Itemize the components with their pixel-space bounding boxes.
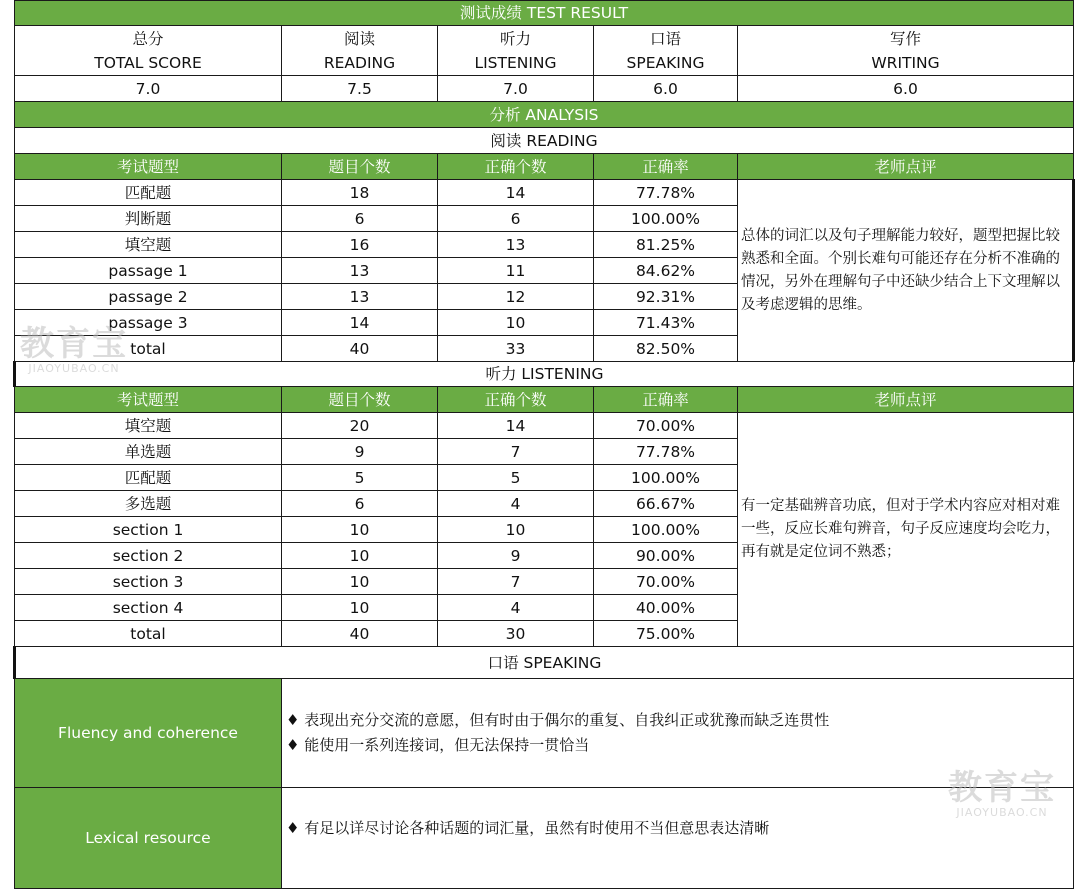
criterion-point: ♦ 表现出充分交流的意愿，但有时由于偶尔的重复、自我纠正或犹豫而缺乏连贯性 (286, 711, 830, 729)
row-rate: 71.43% (594, 310, 738, 336)
row-correct: 4 (438, 491, 594, 517)
row-count: 10 (282, 595, 438, 621)
row-count: 13 (282, 258, 438, 284)
reading-teacher-comment: 总体的词汇以及句子理解能力较好，题型把握比较熟悉和全面。个别长难句可能还存在分析不准确的情况，另外在理解句子中还缺少结合上下文理解以及考虑逻辑的思维。 (738, 180, 1074, 362)
row-type: 多选题 (15, 491, 282, 517)
analysis-title: 分析 ANALYSIS (15, 102, 1074, 128)
row-count: 20 (282, 413, 438, 439)
row-count: 10 (282, 543, 438, 569)
row-type: 单选题 (15, 439, 282, 465)
col-question-type: 考试题型 (15, 387, 282, 413)
writing-header: 写作 WRITING (738, 26, 1074, 76)
row-type: 填空题 (15, 232, 282, 258)
row-rate: 77.78% (594, 180, 738, 206)
listening-columns-row (15, 387, 1074, 413)
row-rate: 100.00% (594, 465, 738, 491)
row-correct: 4 (438, 595, 594, 621)
criterion-point: ♦ 有足以详尽讨论各种话题的词汇量，虽然有时使用不当但意思表达清晰 (286, 819, 770, 837)
row-rate: 40.00% (594, 595, 738, 621)
col-accuracy: 正确率 (594, 387, 738, 413)
col-question-type: 考试题型 (15, 154, 282, 180)
row-rate: 100.00% (594, 206, 738, 232)
row-rate: 84.62% (594, 258, 738, 284)
row-type: 判断题 (15, 206, 282, 232)
row-rate: 81.25% (594, 232, 738, 258)
row-count: 10 (282, 517, 438, 543)
row-correct: 10 (438, 310, 594, 336)
table-row (15, 413, 1074, 439)
row-correct: 7 (438, 569, 594, 595)
criterion-points (282, 788, 1074, 889)
table-row (15, 180, 1074, 206)
listening-section-title: 听力 LISTENING (15, 362, 1074, 387)
row-correct: 11 (438, 258, 594, 284)
col-teacher-comment: 老师点评 (738, 387, 1074, 413)
row-rate: 66.67% (594, 491, 738, 517)
speaking-score-value: 6.0 (594, 76, 738, 102)
row-correct: 12 (438, 284, 594, 310)
listening-teacher-comment: 有一定基础辨音功底，但对于学术内容应对相对难一些，反应长难句辨音，句子反应速度均会吃力，再有就是定位词不熟悉； (738, 413, 1074, 647)
row-type: 匹配题 (15, 180, 282, 206)
row-type: passage 2 (15, 284, 282, 310)
row-type: total (15, 336, 282, 362)
watermark-logo: 教育宝 JIAOYUBAO.CN (948, 768, 1056, 819)
row-rate: 82.50% (594, 336, 738, 362)
row-rate: 77.78% (594, 439, 738, 465)
row-correct: 14 (438, 180, 594, 206)
row-count: 9 (282, 439, 438, 465)
row-count: 18 (282, 180, 438, 206)
row-type: total (15, 621, 282, 647)
row-type: 填空题 (15, 413, 282, 439)
col-question-count: 题目个数 (282, 387, 438, 413)
criterion-label: Fluency and coherence (15, 679, 282, 788)
row-type: section 1 (15, 517, 282, 543)
row-correct: 10 (438, 517, 594, 543)
col-teacher-comment: 老师点评 (738, 154, 1074, 180)
speaking-criterion-row (15, 788, 1074, 889)
score-values-row (15, 76, 1074, 102)
score-header-row (15, 26, 1074, 76)
row-correct: 14 (438, 413, 594, 439)
speaking-section-title: 口语 SPEAKING (15, 647, 1074, 679)
row-correct: 9 (438, 543, 594, 569)
row-count: 10 (282, 569, 438, 595)
row-type: section 4 (15, 595, 282, 621)
row-correct: 6 (438, 206, 594, 232)
writing-score-value: 6.0 (738, 76, 1074, 102)
row-count: 40 (282, 621, 438, 647)
col-correct-count: 正确个数 (438, 154, 594, 180)
speaking-header: 口语 SPEAKING (594, 26, 738, 76)
reading-columns-row (15, 154, 1074, 180)
row-correct: 13 (438, 232, 594, 258)
row-count: 40 (282, 336, 438, 362)
row-type: passage 1 (15, 258, 282, 284)
row-rate: 90.00% (594, 543, 738, 569)
col-question-count: 题目个数 (282, 154, 438, 180)
col-correct-count: 正确个数 (438, 387, 594, 413)
row-rate: 70.00% (594, 413, 738, 439)
listening-header: 听力 LISTENING (438, 26, 594, 76)
row-correct: 30 (438, 621, 594, 647)
row-rate: 92.31% (594, 284, 738, 310)
criterion-points (282, 679, 1074, 788)
row-rate: 75.00% (594, 621, 738, 647)
reading-header: 阅读 READING (282, 26, 438, 76)
row-rate: 100.00% (594, 517, 738, 543)
row-type: passage 3 (15, 310, 282, 336)
row-correct: 33 (438, 336, 594, 362)
row-correct: 7 (438, 439, 594, 465)
reading-section-title: 阅读 READING (15, 128, 1074, 154)
criterion-point: ♦ 能使用一系列连接词，但无法保持一贯恰当 (286, 736, 590, 754)
col-accuracy: 正确率 (594, 154, 738, 180)
row-count: 6 (282, 206, 438, 232)
test-result-title: 测试成绩 TEST RESULT (15, 1, 1074, 26)
row-count: 14 (282, 310, 438, 336)
criterion-label: Lexical resource (15, 788, 282, 889)
row-type: section 3 (15, 569, 282, 595)
total-score-value: 7.0 (15, 76, 282, 102)
row-type: section 2 (15, 543, 282, 569)
row-count: 5 (282, 465, 438, 491)
row-type: 匹配题 (15, 465, 282, 491)
row-count: 13 (282, 284, 438, 310)
reading-score-value: 7.5 (282, 76, 438, 102)
row-rate: 70.00% (594, 569, 738, 595)
row-correct: 5 (438, 465, 594, 491)
watermark-logo: 教育宝 JIAOYUBAO.CN (20, 324, 128, 375)
row-count: 16 (282, 232, 438, 258)
test-report-sheet (13, 0, 1072, 889)
listening-score-value: 7.0 (438, 76, 594, 102)
row-count: 6 (282, 491, 438, 517)
total-score-header: 总分 TOTAL SCORE (15, 26, 282, 76)
speaking-criterion-row (15, 679, 1074, 788)
report-table (13, 0, 1075, 889)
